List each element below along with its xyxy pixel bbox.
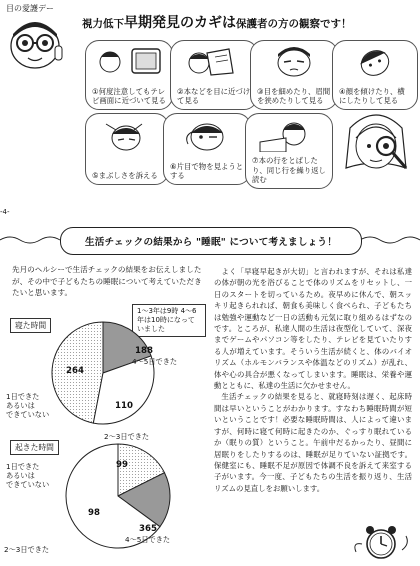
- sign-panel-2: [170, 40, 258, 110]
- child-reading-icon: [252, 118, 326, 152]
- page-marker: -4-: [0, 208, 10, 216]
- sign-panel-6: [163, 113, 251, 185]
- pie2-value-2: 98: [88, 508, 100, 518]
- pie2-value-3: 365: [139, 524, 157, 534]
- eye-day-label: 目の愛護デー: [6, 4, 54, 13]
- title-prefix: 視力低下: [82, 18, 124, 30]
- sign-panel-5: [85, 113, 169, 185]
- pie1-right-label: 4～5日できた: [132, 357, 178, 366]
- body-text: [214, 266, 412, 494]
- pie1-value-3: 188: [135, 346, 153, 356]
- child-squint-icon: [257, 45, 331, 79]
- pie2-right-label: 4～5日できた: [125, 535, 171, 544]
- sign-text-2: ②本などを目に近づけて見る: [177, 86, 251, 106]
- sign-text-7: ⑦本の行をとばしたり、同じ行を繰り返し読む: [252, 156, 326, 185]
- sign-text-6: ⑥片目で物を見ようとする: [170, 161, 244, 181]
- pie2-bottom-label: 2～3日できた: [4, 545, 50, 554]
- child-glare-icon: [92, 118, 162, 152]
- title-main: 早期発見のカギは: [124, 15, 236, 31]
- pie1-left-label: 1日できた あるいは できていない: [6, 392, 50, 419]
- girl-magnifier-icon: [336, 108, 416, 188]
- pie-chart-bedtime: [48, 318, 158, 428]
- chart2-title: 起きた時間: [10, 440, 59, 455]
- pie1-value-2: 110: [115, 401, 133, 411]
- sign-text-4: ④顔を傾けたり、横にしたりして見る: [339, 86, 405, 106]
- body-paragraph-1: よく「早寝早起きが大切」と言われますが、それは私達の体が朝の光を浴びることで体のリズムをリセットし、一日のスタートを切っているため。夜早めに休んで、朝スッキリ起きられれば、朝食も美味しく食べられ、子どもたちは勉強や運動など一日の活動も元気に取り組めるはずなのです。ところが、私達人間の生活は夜型化していて、深夜までゲームやパソコン等をしたり、テレビを見ていたりする人が増えています。そういう生活が続くと、体のバイオリズム（ホルモンバランスや体温などのリズム）が乱れ、体や心の具合が悪くなってしまいます。睡眠は、栄養や運動とともに、私達の生活に欠かせません。: [214, 267, 412, 391]
- pie1-bottom-label: 2～3日できた: [104, 432, 150, 441]
- sign-text-3: ③目を細めたり、眉間を狭めたりして見る: [257, 86, 331, 106]
- pie1-value-1: 264: [66, 366, 84, 376]
- alarm-clock-icon: [350, 522, 412, 562]
- section-title: 生活チェックの結果から "睡眠" について考えましょう！: [60, 227, 362, 255]
- sign-panel-1: [85, 40, 173, 110]
- eye-day-badge: [4, 4, 70, 72]
- mascot-glasses-icon: [4, 16, 66, 72]
- intro-text: 先月のヘルシーで生活チェックの結果をお伝えしましたが、その中で子どもたちの睡眠について考えていただきたいと思います。: [12, 265, 202, 298]
- child-one-eye-icon: [170, 118, 244, 152]
- sign-panel-4: [332, 40, 418, 110]
- body-paragraph-2: 生活チェックの結果を見ると、就寝時刻は遅く、起床時間は早いということがわかります。すなわち睡眠時間が短いということです！必要な睡眠時間は、人によって違いますが、何時に寝て何時に起きたのか、ぐっすり眠れているか（眠りの質）ということ。午前中だるかったり、昼間に居眠りをしたりするのは、睡眠が足りていない証拠です。保健室にも、睡眠不足が原因で体調不良を訴えて来室する子がいます。今一度、子どもたちの生活を振り返り、生活リズムの見直しをお願いします。: [214, 392, 412, 493]
- sign-text-1: ①何度注意してもテレビ画面に近づいて見る: [92, 86, 166, 106]
- pie2-left-label: 1日できた あるいは できていない: [6, 462, 50, 489]
- child-book-close-icon: [177, 45, 251, 79]
- pie2-value-1: 99: [116, 460, 128, 470]
- chart1-title: 寝た時間: [10, 318, 51, 333]
- chart1-annotation: 1～3年は9時 4～6年は10時になっていました: [132, 304, 206, 337]
- sign-text-5: ⑤まぶしさを訴える: [92, 171, 158, 181]
- sign-panel-7: [245, 113, 333, 189]
- child-tv-icon: [92, 45, 166, 79]
- sign-panel-3: [250, 40, 338, 110]
- child-tilt-head-icon: [339, 45, 411, 79]
- title-suffix: 保護者の方の観察です！: [236, 18, 352, 30]
- page-title: [82, 12, 418, 34]
